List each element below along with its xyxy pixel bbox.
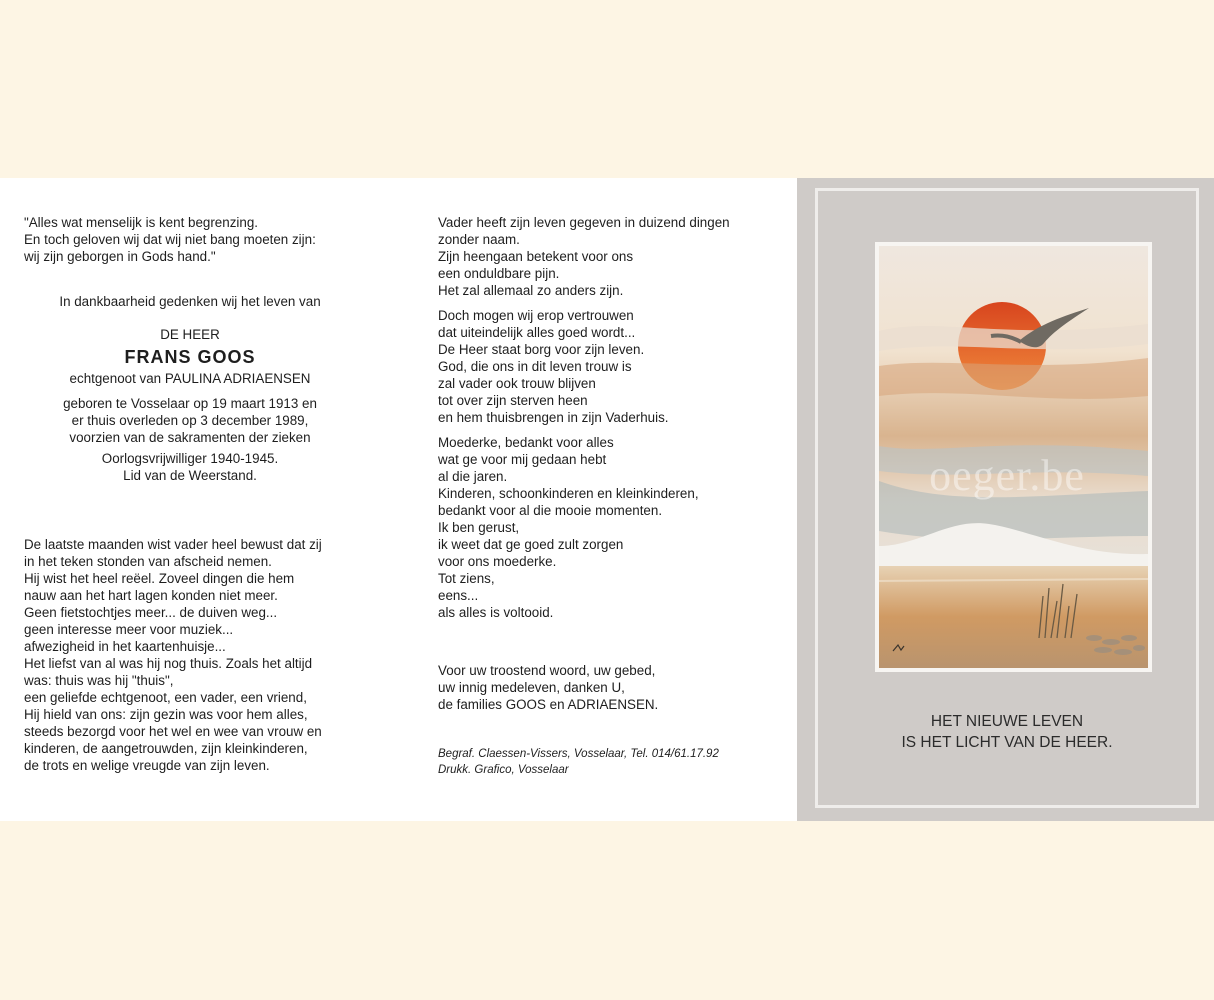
tribute-text: De laatste maanden wist vader heel bewust dat zij in het teken stonden van afscheid nemen. Hij wist het heel reëel. Zoveel dingen die hem nauw aan het hart lagen konden niet meer. Geen fietstochtjes meer... de duiven weg... geen interesse meer voor muziek... afwezigheid in het kaartenhuisje... Het liefst van al was hij nog thuis. Zoals het altijd was: thuis was hij "thuis", een geliefde echtgenoot, een vader, een vriend, Hij hield van ons: zijn gezin was voor hem alles, steeds bezorgd voor het wel en wee van vrouw en kinderen, de aangetrouwden, zijn kleinkinderen, de trots en welige vreugde van zijn leven. — [24, 537, 322, 773]
watermark: oeger.be — [929, 451, 1085, 500]
life-dates: geboren te Vosselaar op 19 maart 1913 en er thuis overleden op 3 december 1989, voorzien van de sakramenten der zieken — [63, 396, 317, 445]
spouse-line: echtgenoot van PAULINA ADRIAENSEN — [69, 371, 311, 386]
left-panel — [24, 214, 356, 774]
credits-text: Begraf. Claessen-Vissers, Vosselaar, Tel. 014/61.17.92 Drukk. Grafico, Vosselaar — [438, 748, 719, 776]
poem-stanza-2: Doch mogen wij erop vertrouwen dat uiteindelijk alles goed wordt... De Heer staat borg voor zijn leven. God, die ons in dit leven trouw is zal vader ook trouw blijven tot over zijn sterven heen en hem thuisbrengen in zijn Vaderhuis. — [438, 308, 669, 425]
deceased-name: FRANS GOOS — [124, 347, 256, 367]
poem-stanza-3: Moederke, bedankt voor alles wat ge voor mij gedaan hebt al die jaren. Kinderen, schoonkinderen en kleinkinderen, bedankt voor al die mooie momenten. Ik ben gerust, ik weet dat ge goed zult zorgen voor ons moederke. Tot ziens, eens... als alles is voltooid. — [438, 435, 699, 620]
middle-panel — [438, 214, 778, 778]
memorial-card — [0, 178, 1214, 821]
salutation: DE HEER — [160, 327, 220, 342]
war-service: Oorlogsvrijwilliger 1940-1945. Lid van de Weerstand. — [101, 451, 279, 483]
thanks-text: Voor uw troostend woord, uw gebed, uw innig medeleven, danken U, de families GOOS en ADRIAENSEN. — [438, 663, 659, 712]
intro-line: In dankbaarheid gedenken wij het leven van — [59, 294, 321, 309]
cover-panel — [797, 178, 1214, 821]
cover-caption: HET NIEUWE LEVEN IS HET LICHT VAN DE HEER. — [901, 713, 1113, 751]
poem-stanza-1: Vader heeft zijn leven gegeven in duizend dingen zonder naam. Zijn heengaan betekent voor ons een onduldbare pijn. Het zal allemaal zo anders zijn. — [438, 215, 730, 298]
opening-quote: "Alles wat menselijk is kent begrenzing. En toch geloven wij dat wij niet bang moeten zijn: wij zijn geborgen in Gods hand." — [24, 215, 316, 264]
